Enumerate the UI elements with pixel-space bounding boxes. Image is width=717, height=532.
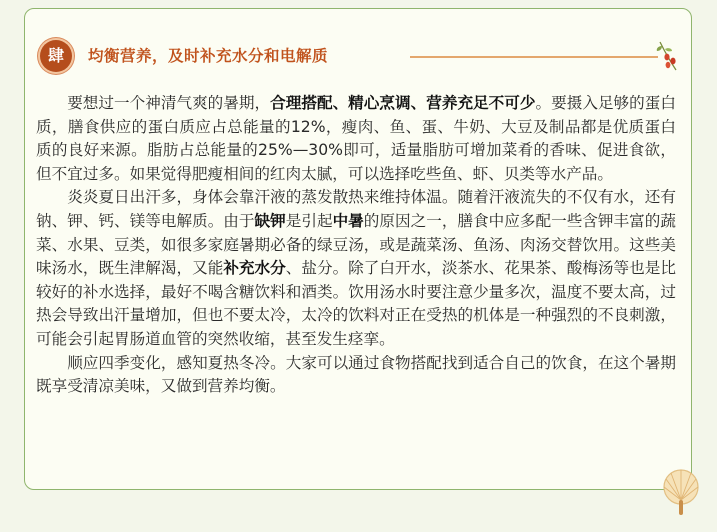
section-number-badge: 肆 <box>40 40 72 72</box>
article-body <box>36 92 676 399</box>
highlight-text: 合理搭配、精心烹调、营养充足不可少 <box>270 94 536 112</box>
highlight-text: 中暑 <box>332 211 364 230</box>
text-run: 的原因之一，膳食中应多配一些含钾丰富的蔬菜、水果、豆类，如很多家庭暑期必备的绿豆汤，或是蔬菜汤、鱼汤、肉汤交替饮用。这些美味汤水，既生津解渴，又能 <box>36 211 676 278</box>
title-underline <box>410 56 658 58</box>
text-run: 要想过一个神清气爽的暑期， <box>67 94 271 112</box>
text-run: 炎炎夏日出汗多，身体会靠汗液的蒸发散热来维持体温。随着汗液流失的不仅有水，还有钠、钾、钙、镁等电解质。由于 <box>36 188 676 230</box>
section-title: 均衡营养，及时补充水分和电解质 <box>88 47 329 65</box>
round-fan-icon <box>658 467 704 517</box>
paragraph <box>36 352 676 399</box>
text-run: 、盐分。除了白开水，淡茶水、花果茶、酸梅汤等也是比较好的补水选择，最好不喝含糖饮料和酒类。饮用汤水时要注意少量多次，温度不要太高，过热会导致出汗量增加，但也不要太冷，太冷的饮料对正在受热的机体是一种强烈的不良刺激，可能会引起胃肠道血管的突然收缩，甚至发生痉挛。 <box>36 259 676 348</box>
paragraph <box>36 92 676 186</box>
text-run: 。要摄入足够的蛋白质，膳食供应的蛋白质应占总能量的12%，瘦肉、鱼、蛋、牛奶、大豆及制品都是优质蛋白质的良好来源。脂肪占总能量的25%—30%即可，适量脂肪可增加菜肴的香味、促进食欲，但不宜过多。如果觉得肥瘦相间的红肉太腻，可以选择吃些鱼、虾、贝类等水产品。 <box>36 94 676 183</box>
wolfberry-sprig-icon <box>654 40 684 72</box>
section-header <box>40 40 680 72</box>
text-run: 是引起 <box>285 211 333 230</box>
paragraph <box>36 186 676 351</box>
text-run: 顺应四季变化，感知夏热冬冷。大家可以通过食物搭配找到适合自己的饮食，在这个暑期既享受清凉美味，又做到营养均衡。 <box>36 353 676 396</box>
highlight-text: 缺钾 <box>254 211 286 230</box>
highlight-text: 补充水分 <box>223 259 286 278</box>
